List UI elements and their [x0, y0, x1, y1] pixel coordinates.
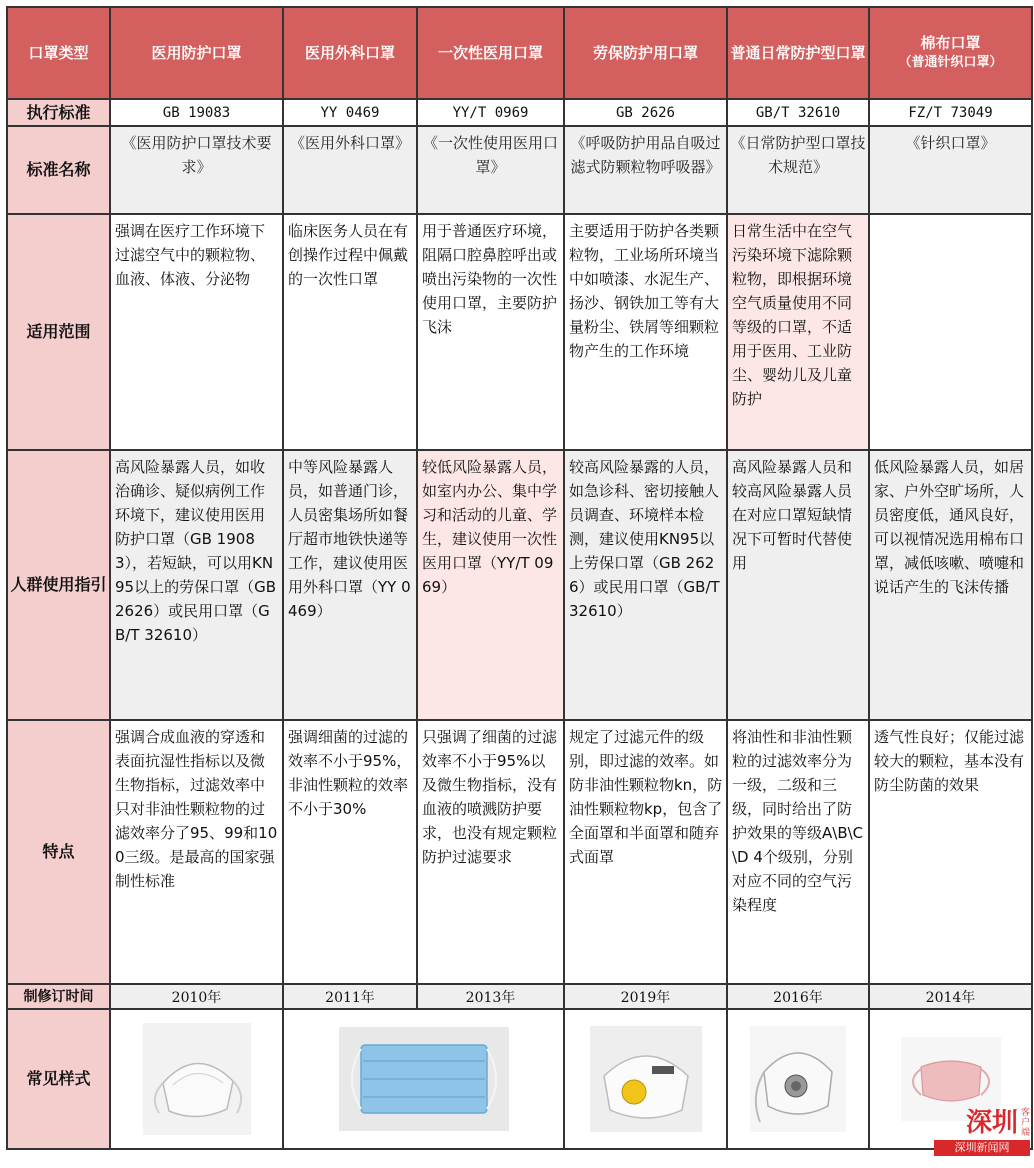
guide-cell: 高风险暴露人员和较高风险暴露人员在对应口罩短缺情况下可暂时代替使用 [727, 450, 869, 720]
standard-row [7, 99, 1032, 126]
row-label-year: 制修订时间 [7, 984, 110, 1009]
year-cell: 2011年 [283, 984, 417, 1009]
feature-cell: 透气性良好；仅能过滤较大的颗粒，基本没有防尘防菌的效果 [869, 720, 1032, 984]
n95-mask-icon [143, 1023, 251, 1135]
style-cell [727, 1009, 869, 1149]
row-label-standard: 执行标准 [7, 99, 110, 126]
guide-cell: 低风险暴露人员，如居家、户外空旷场所，人员密度低，通风良好，可以视情况选用棉布口罩，减低咳嗽、喷嚏和说话产生的飞沫传播 [869, 450, 1032, 720]
mask-comparison-table [6, 6, 1033, 1150]
scope-cell: 日常生活中在空气污染环境下滤除颗粒物，即根据环境空气质量使用不同等级的口罩，不适用于医用、工业防尘、婴幼儿及儿童防护 [727, 214, 869, 450]
guide-row [7, 450, 1032, 720]
feature-cell: 强调细菌的过滤的效率不小于95%，非油性颗粒的效率不小于30% [283, 720, 417, 984]
standard-name-cell: 《日常防护型口罩技术规范》 [727, 126, 869, 214]
watermark-text: 深圳新闻网 [934, 1140, 1030, 1156]
year-cell: 2016年 [727, 984, 869, 1009]
style-cell [283, 1009, 564, 1149]
year-row [7, 984, 1032, 1009]
header-surgical: 医用外科口罩 [283, 7, 417, 99]
scope-cell: 用于普通医疗环境，阻隔口腔鼻腔呼出或喷出污染物的一次性使用口罩，主要防护飞沫 [417, 214, 564, 450]
scope-row [7, 214, 1032, 450]
surgical-mask-icon [339, 1027, 509, 1131]
watermark-logo: 深圳 [965, 1108, 1018, 1138]
valved-mask-icon [750, 1026, 846, 1132]
standard-name-cell: 《医用防护口罩技术要求》 [110, 126, 283, 214]
standard-name-cell: 《针织口罩》 [869, 126, 1032, 214]
year-cell: 2019年 [564, 984, 727, 1009]
guide-cell: 中等风险暴露人员，如普通门诊，人员密集场所如餐厅超市地铁快递等工作，建议使用医用外科口罩（YY 0469） [283, 450, 417, 720]
scope-cell: 主要适用于防护各类颗粒物，工业场所环境当中如喷漆、水泥生产、扬沙、钢铁加工等有大量粉尘、铁屑等细颗粒物产生的工作环境 [564, 214, 727, 450]
feature-cell: 只强调了细菌的过滤效率不小于95%以及微生物指标，没有血液的喷溅防护要求，也没有规定颗粒防护过滤要求 [417, 720, 564, 984]
header-disposable-medical: 一次性医用口罩 [417, 7, 564, 99]
scope-cell: 强调在医疗工作环境下过滤空气中的颗粒物、血液、体液、分泌物 [110, 214, 283, 450]
year-cell: 2010年 [110, 984, 283, 1009]
row-label-guide: 人群使用指引 [7, 450, 110, 720]
feature-cell: 强调合成血液的穿透和表面抗湿性指标以及微生物指标，过滤效率中只对非油性颗粒物的过滤效率分了95、99和100三级。是最高的国家强制性标准 [110, 720, 283, 984]
style-cell [564, 1009, 727, 1149]
header-medical-protective: 医用防护口罩 [110, 7, 283, 99]
feature-cell: 规定了过滤元件的级别，即过滤的效率。如防非油性颗粒物kn，防油性颗粒物kp，包含了全面罩和半面罩和随弃式面罩 [564, 720, 727, 984]
standard-cell: YY 0469 [283, 99, 417, 126]
header-cotton [869, 7, 1032, 99]
standard-name-cell: 《呼吸防护用品自吸过滤式防颗粒物呼吸器》 [564, 126, 727, 214]
guide-cell: 较低风险暴露人员，如室内办公、集中学习和活动的儿童、学生，建议使用一次性医用口罩（YY/T 0969） [417, 450, 564, 720]
header-cotton-title: 棉布口罩 [920, 34, 981, 52]
guide-cell: 高风险暴露人员，如收治确诊、疑似病例工作环境下，建议使用医用防护口罩（GB 19083），若短缺，可以用KN95以上的劳保口罩（GB 2626）或民用口罩（GB/T 32610） [110, 450, 283, 720]
header-daily-protective: 普通日常防护型口罩 [727, 7, 869, 99]
row-label-scope: 适用范围 [7, 214, 110, 450]
year-cell: 2013年 [417, 984, 564, 1009]
standard-name-cell: 《医用外科口罩》 [283, 126, 417, 214]
standard-cell: GB 19083 [110, 99, 283, 126]
header-cotton-subtitle: （普通针织口罩） [898, 55, 1003, 70]
scope-cell [869, 214, 1032, 450]
style-row [7, 1009, 1032, 1149]
standard-cell: YY/T 0969 [417, 99, 564, 126]
style-cell [110, 1009, 283, 1149]
watermark-side: 客户端 [1020, 1108, 1030, 1138]
scope-cell: 临床医务人员在有创操作过程中佩戴的一次性口罩 [283, 214, 417, 450]
row-label-feature: 特点 [7, 720, 110, 984]
standard-cell: FZ/T 73049 [869, 99, 1032, 126]
feature-cell: 将油性和非油性颗粒的过滤效率分为一级，二级和三级，同时给出了防护效果的等级A\B\C\D 4个级别，分别对应不同的空气污染程度 [727, 720, 869, 984]
feature-row [7, 720, 1032, 984]
row-label-style: 常见样式 [7, 1009, 110, 1149]
header-corner: 口罩类型 [7, 7, 110, 99]
standard-name-row [7, 126, 1032, 214]
year-cell: 2014年 [869, 984, 1032, 1009]
watermark [934, 1108, 1030, 1164]
standard-cell: GB/T 32610 [727, 99, 869, 126]
header-labor-protective: 劳保防护用口罩 [564, 7, 727, 99]
row-label-standard-name: 标准名称 [7, 126, 110, 214]
standard-cell: GB 2626 [564, 99, 727, 126]
standard-name-cell: 《一次性使用医用口罩》 [417, 126, 564, 214]
valved-respirator-icon [590, 1026, 702, 1132]
header-row [7, 7, 1032, 99]
guide-cell: 较高风险暴露的人员，如急诊科、密切接触人员调查、环境样本检测，建议使用KN95以上劳保口罩（GB 2626）或民用口罩（GB/T 32610） [564, 450, 727, 720]
